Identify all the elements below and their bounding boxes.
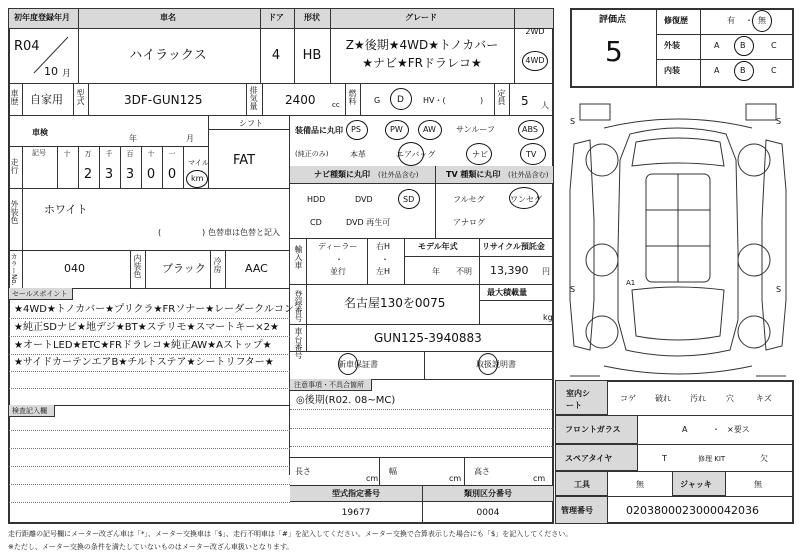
door-label: ドア xyxy=(268,13,284,22)
digit-4: 0 xyxy=(167,167,177,182)
score-value: 5 xyxy=(605,35,623,68)
equip-navi: ナビ xyxy=(472,150,488,159)
fuel-close: ) xyxy=(480,96,484,105)
cc-unit: cc xyxy=(332,101,340,109)
interior-color: ブラック xyxy=(162,262,206,275)
equip-sub: (純正のみ) xyxy=(295,150,329,158)
seat-koge: コゲ xyxy=(620,394,636,403)
diagram-s-tr: S xyxy=(776,117,782,126)
month-unit: 月 xyxy=(62,69,72,79)
equip-pw: PW xyxy=(390,125,403,134)
exterior-label: 外装 xyxy=(664,41,680,50)
unit-3: 百 xyxy=(126,150,134,158)
shaken-label: 車検 xyxy=(32,128,48,137)
import-left: 左H xyxy=(376,267,391,276)
reg-month: 10 xyxy=(44,65,58,78)
glass-a: A xyxy=(682,425,688,434)
navi-dvd: DVD xyxy=(355,195,373,204)
jack-label: ジャッキ xyxy=(680,480,712,489)
digit-1: 3 xyxy=(104,167,114,182)
height-label: 高さ xyxy=(474,467,490,476)
interior-label: 内装 xyxy=(664,66,680,75)
person-unit: 人 xyxy=(541,101,549,110)
unit-4: 十 xyxy=(147,150,155,158)
shift-label: シフト xyxy=(239,119,263,128)
plate-label: 登録番号 xyxy=(294,290,303,322)
equip-ps: PS xyxy=(351,125,361,134)
km-label: km xyxy=(191,174,204,183)
usage: 自家用 xyxy=(30,93,63,106)
navi-title: ナビ種類に丸印 xyxy=(314,170,370,179)
type-number-label: 型式指定番号 xyxy=(332,489,380,498)
color-no-label: カラーNo. xyxy=(10,253,18,286)
inspector-title: 検査記入欄 xyxy=(12,407,47,415)
tools-label: 工具 xyxy=(574,480,590,489)
unit-1: 万 xyxy=(84,150,92,158)
equip-leather: 本革 xyxy=(350,150,366,159)
navi-sub: (社外品含む) xyxy=(378,171,419,179)
grade-label: グレード xyxy=(405,13,437,22)
fuel-g: G xyxy=(374,96,381,105)
fuel-d: D xyxy=(397,95,404,105)
exterior-b: B xyxy=(740,41,746,50)
exterior-a: A xyxy=(714,41,720,50)
capacity-label: 定員 xyxy=(497,89,506,105)
equip-aw: AW xyxy=(423,125,436,134)
usage-label: 車歴 xyxy=(10,89,19,105)
car-diagram xyxy=(560,100,796,380)
unit-2: 千 xyxy=(105,150,113,158)
import-dealer: ディーラー xyxy=(318,242,358,251)
unit-5: 一 xyxy=(168,150,176,158)
type-number-value: 19677 xyxy=(341,508,371,518)
seat-ana: 穴 xyxy=(726,394,734,403)
ac-value: AAC xyxy=(245,262,268,275)
tv-oneseg: ワンセグ xyxy=(510,195,542,204)
2wd-label: 2WD xyxy=(525,27,545,36)
spare-none: 欠 xyxy=(760,454,768,463)
sales-line-2: ★オートLED★ETC★FRドラレコ★純正AW★Aストップ★ xyxy=(14,340,272,351)
grade-line-2: ★ナビ★FRドラレコ★ xyxy=(362,56,482,70)
class-number-label: 類別区分番号 xyxy=(464,489,512,498)
ext-color: ホワイト xyxy=(44,203,88,216)
jack-value: 無 xyxy=(754,480,762,489)
equip-airbag: エアバッグ xyxy=(396,150,436,159)
ext-color-paren-open: ( xyxy=(158,228,162,237)
shaken-month: 月 xyxy=(186,134,194,143)
navi-cd: CD xyxy=(310,218,322,227)
model-label: 型式 xyxy=(76,89,85,105)
diagram-s-bl: S xyxy=(570,285,576,294)
interior-color-label: 内装色 xyxy=(133,254,142,278)
kigou-label: 記号 xyxy=(32,149,46,157)
shape: HB xyxy=(302,48,322,63)
equip-tv: TV xyxy=(526,150,537,159)
navi-hdd: HDD xyxy=(307,195,326,204)
seat-yogore: 汚れ xyxy=(690,394,706,403)
seat-yabure: 破れ xyxy=(655,394,671,403)
equip-label: 装備品に丸印 xyxy=(295,126,343,135)
digit-3: 0 xyxy=(146,167,156,182)
diagram-s-tl: S xyxy=(570,117,576,126)
shift-value: FAT xyxy=(233,153,256,168)
interior-c: C xyxy=(771,66,777,75)
reg-year: R04 xyxy=(14,39,40,54)
model: 3DF-GUN125 xyxy=(124,93,203,107)
glass-label: フロントガラス xyxy=(565,425,621,434)
first-reg-label: 初年度登録年月 xyxy=(14,13,70,22)
import-dot-2: ・ xyxy=(381,255,389,264)
tools-value: 無 xyxy=(636,480,644,489)
recycle-label: リサイクル預託金 xyxy=(482,242,545,251)
equip-sunroof: サンルーフ xyxy=(456,125,495,134)
repair-no: 無 xyxy=(758,16,766,25)
chassis-label: 車台番号 xyxy=(294,327,303,359)
tv-sub: (社外品含む) xyxy=(508,171,549,179)
color-no: 040 xyxy=(64,262,85,275)
diagram-a1: A1 xyxy=(626,279,636,287)
glass-x: ×要ス xyxy=(727,425,750,434)
model-year-unknown: 不明 xyxy=(456,267,472,276)
width-cm: cm xyxy=(449,474,462,483)
mile-label: マイル xyxy=(188,159,209,167)
mgmt-value: 0203800023000042036 xyxy=(626,504,759,517)
length-cm: cm xyxy=(366,474,379,483)
displacement: 2400 xyxy=(285,93,316,107)
spare-label: スペアタイヤ xyxy=(565,454,613,463)
notes-text: ◎後期(R02. 08~MC) xyxy=(296,395,396,406)
notes-title: 注意事項・不具合箇所 xyxy=(294,381,364,389)
score-label: 評価点 xyxy=(599,15,627,25)
ac-label: 冷房 xyxy=(213,257,222,273)
recycle-yen: 円 xyxy=(542,267,550,276)
spare-kit: 修理 KIT xyxy=(698,455,726,463)
digit-2: 3 xyxy=(125,167,135,182)
repair-label: 修復歴 xyxy=(664,16,688,25)
sales-line-3: ★サイドカーテンエアB★チルトステア★シートリフター★ xyxy=(14,357,274,368)
mgmt-label: 管理番号 xyxy=(561,506,593,515)
import-dot-1: ・ xyxy=(335,255,343,264)
fuel-label: 燃料 xyxy=(348,89,357,105)
seat-label: 室内シート xyxy=(566,389,590,410)
navi-sd: SD xyxy=(403,195,415,204)
model-year-label: モデル年式 xyxy=(418,242,458,251)
import-label: 輸入車 xyxy=(294,245,303,269)
import-right: 右H xyxy=(376,242,391,251)
recycle-value: 13,390 xyxy=(490,264,529,277)
digit-0: 2 xyxy=(83,167,93,182)
doors: 4 xyxy=(271,48,281,63)
model-year-unit: 年 xyxy=(432,267,440,276)
interior-b: B xyxy=(740,66,746,75)
tv-title: TV 種類に丸印 xyxy=(446,170,501,179)
plate-value: 名古屋130を0075 xyxy=(344,296,446,310)
exterior-c: C xyxy=(771,41,777,50)
ext-color-note: 色替車は色替と記入 xyxy=(208,228,280,237)
car-name-label: 車名 xyxy=(160,13,176,22)
shape-label: 形状 xyxy=(304,13,320,22)
warranty-label: 新車保証書 xyxy=(338,360,378,369)
max-load-label: 最大積載量 xyxy=(487,288,527,297)
car-name: ハイラックス xyxy=(129,48,207,63)
mileage-label: 走行 xyxy=(10,158,19,174)
manual-label: 取扱説明書 xyxy=(476,360,516,369)
repair-dot: ・ xyxy=(745,16,753,25)
displacement-label: 排気量 xyxy=(249,86,258,110)
footer-line-2: ※ただし、メーター交換の条件を満たしていないものはメーター改ざん車扱いとなります。 xyxy=(8,543,294,551)
shaken-year: 年 xyxy=(129,134,137,143)
max-load-unit: kg xyxy=(543,313,553,322)
import-parallel: 並行 xyxy=(330,267,346,276)
seat-kizu: キズ xyxy=(756,394,772,403)
chassis-value: GUN125-3940883 xyxy=(374,331,482,345)
sales-title: セールスポイント xyxy=(12,290,68,298)
navi-dvd-play: DVD 再生可 xyxy=(346,218,391,227)
unit-0: 十 xyxy=(63,150,71,158)
tv-fullseg: フルセグ xyxy=(453,195,485,204)
capacity: 5 xyxy=(521,94,529,108)
footer-line-1: 走行距離の記号欄にメーター改ざん車は「*」、メーター交換車は「$」、走行不明車は「#」を記入してください。メーター交換で合算表示した場合にも「$」を記入してください。 xyxy=(8,530,573,538)
spare-t: T xyxy=(662,454,667,463)
class-number-value: 0004 xyxy=(476,508,500,518)
glass-dot: ・ xyxy=(712,425,720,434)
sales-line-0: ★4WD★トノカバー★プリクラ★FRソナー★レーダークルコン xyxy=(14,304,294,315)
equip-abs: ABS xyxy=(522,125,538,134)
sales-line-1: ★純正SDナビ★地デジ★BT★ステリモ★スマートキー×2★ xyxy=(14,322,279,333)
interior-a: A xyxy=(714,66,720,75)
ext-color-label: 外装色 xyxy=(10,200,19,224)
4wd-label: 4WD xyxy=(525,56,545,65)
width-label: 幅 xyxy=(389,467,397,476)
height-cm: cm xyxy=(533,474,546,483)
grade-line-1: Z★後期★4WD★トノカバー xyxy=(345,38,499,52)
diagram-s-br: S xyxy=(776,285,782,294)
fuel-hv: HV・( xyxy=(423,96,446,105)
ext-color-paren-close: ) xyxy=(202,228,206,237)
tv-analog: アナログ xyxy=(453,218,485,227)
length-label: 長さ xyxy=(295,467,311,476)
repair-yes: 有 xyxy=(727,16,735,25)
